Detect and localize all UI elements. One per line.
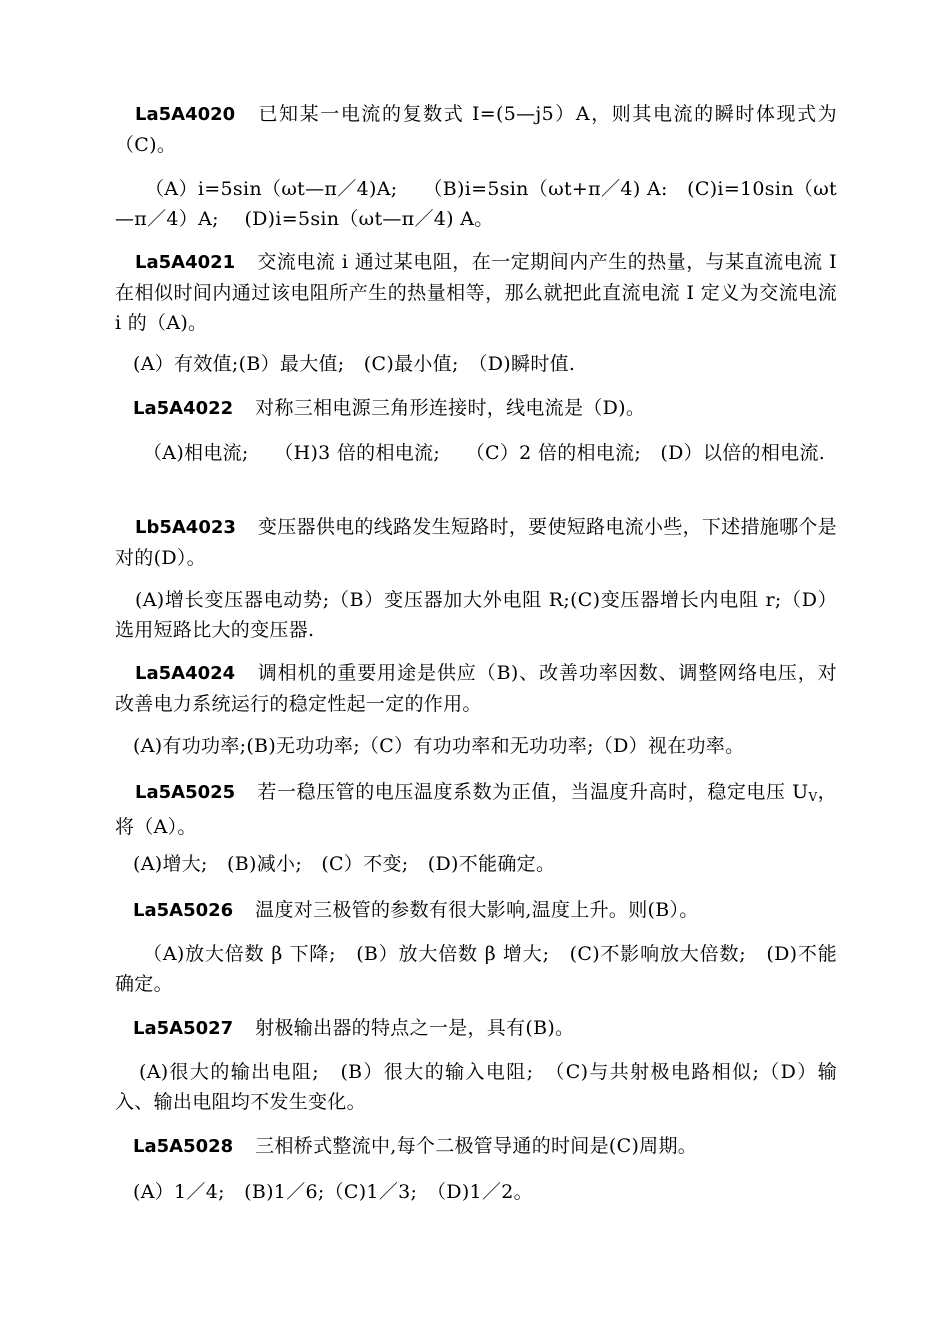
question-code: La5A4021 bbox=[135, 252, 236, 273]
question-code: La5A5025 bbox=[135, 782, 236, 803]
question-stem bbox=[115, 512, 837, 573]
question-text: 对称三相电源三角形连接时，线电流是（D)。 bbox=[255, 397, 646, 419]
question-stem bbox=[115, 1131, 837, 1162]
question-options: (A)有功功率;(B)无功功率;（C）有功功率和无功功率;（D）视在功率。 bbox=[133, 735, 745, 757]
question-code: La5A5026 bbox=[133, 900, 234, 921]
question-code: La5A4020 bbox=[135, 104, 236, 125]
question-options: （A)放大倍数 β 下降; (B）放大倍数 β 增大; (C)不影响放大倍数; (D)不能确定。 bbox=[115, 943, 837, 995]
question-text: 已知某一电流的复数式 I=(5—j5）A，则其电流的瞬时体现式为（C)。 bbox=[115, 103, 837, 156]
question-options: （A）i=5sin（ωt—π／4)A; （B)i=5sin（ωt+π／4) A: (C)i=10sin（ωt—π／4）A; (D)i=5sin（ωt—π／4) A。 bbox=[115, 178, 837, 230]
voltage-subscript: V bbox=[808, 790, 818, 804]
question-text: 射极输出器的特点之一是，具有(B)。 bbox=[255, 1017, 575, 1039]
question-options: (A)增大; (B)减小; (C）不变; (D)不能确定。 bbox=[133, 853, 556, 875]
question-options: (A)很大的输出电阻; (B）很大的输入电阻; （C)与共射极电路相似;（D）输入、输出电阻均不发生变化。 bbox=[115, 1061, 837, 1113]
question-text: 调相机的重要用途是供应（B)、改善功率因数、调整网络电压，对改善电力系统运行的稳定性起一定的作用。 bbox=[115, 662, 837, 715]
question-code: La5A5028 bbox=[133, 1136, 234, 1157]
question-stem bbox=[115, 658, 837, 719]
question-options: (A)增长变压器电动势;（B）变压器加大外电阻 R;(C)变压器增长内电阻 r;（D）选用短路比大的变压器. bbox=[115, 589, 837, 641]
question-stem bbox=[115, 777, 837, 842]
question-stem bbox=[115, 895, 837, 926]
question-options: (A）有效值;(B）最大值; (C)最小值; （D)瞬时值. bbox=[133, 353, 576, 375]
question-stem bbox=[115, 99, 837, 160]
question-text: 三相桥式整流中,每个二极管导通的时间是(C)周期。 bbox=[255, 1135, 698, 1157]
question-stem bbox=[115, 247, 837, 338]
question-options: (A）1／4; (B)1／6;（C)1／3; （D)1／2。 bbox=[133, 1181, 533, 1203]
question-stem bbox=[115, 393, 837, 424]
question-text-end: ，将（A）。 bbox=[115, 781, 837, 838]
question-options: （A)相电流; （H)3 倍的相电流; （C）2 倍的相电流; (D）以倍的相电流. bbox=[143, 442, 826, 464]
question-text: 变压器供电的线路发生短路时，要使短路电流小些，下述措施哪个是对的(D）。 bbox=[115, 516, 837, 569]
question-stem bbox=[115, 1013, 837, 1044]
question-text: 温度对三极管的参数有很大影响,温度上升。则(B）。 bbox=[255, 899, 699, 921]
question-code: Lb5A4023 bbox=[135, 517, 236, 538]
question-code: La5A4024 bbox=[135, 663, 236, 684]
question-code: La5A4022 bbox=[133, 398, 234, 419]
question-text: 若一稳压管的电压温度系数为正值，当温度升高时，稳定电压 U bbox=[257, 781, 809, 803]
question-text: 交流电流 i 通过某电阻，在一定期间内产生的热量，与某直流电流 I 在相似时间内通过该电阻所产生的热量相等，那么就把此直流电流 I 定义为交流电流 i 的（A)。 bbox=[115, 251, 837, 334]
question-code: La5A5027 bbox=[133, 1018, 234, 1039]
